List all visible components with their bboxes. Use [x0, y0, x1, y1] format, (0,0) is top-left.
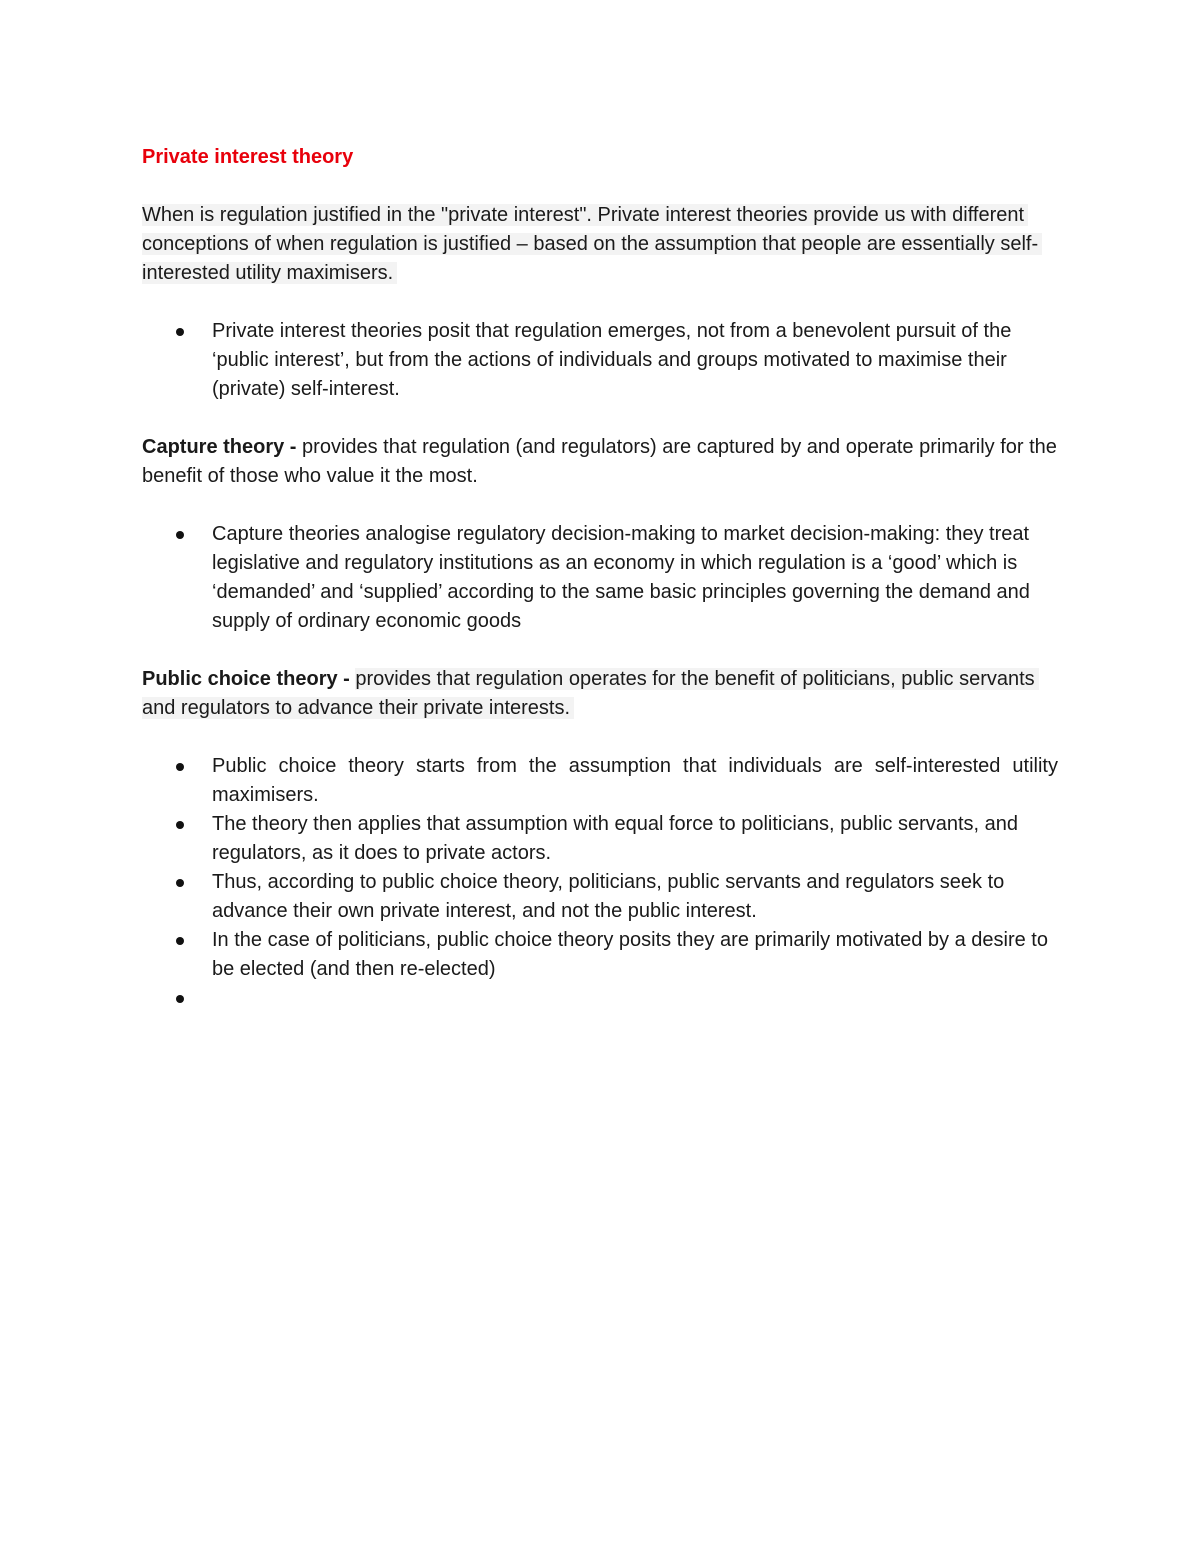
list-item	[142, 810, 1058, 868]
bullet-icon	[176, 328, 184, 336]
bullet-icon	[176, 879, 184, 887]
capture-theory-term: Capture theory -	[142, 436, 303, 458]
public-choice-theory-definition: provides that regulation operates for the benefit of politicians, public servants and regulators to advance their private interests.	[142, 668, 1039, 719]
intro-paragraph	[142, 201, 1058, 288]
bullet-icon	[176, 763, 184, 771]
public-choice-theory-paragraph	[142, 665, 1058, 723]
list-item-empty	[142, 984, 1058, 1013]
list-item-text: Thus, according to public choice theory, politicians, public servants and regulators seek to advance their own private interest, and not the public interest.	[212, 871, 1005, 922]
document-body	[142, 143, 1058, 1042]
list-item-text: In the case of politicians, public choice theory posits they are primarily motivated by a desire to be elected (and then re-elected)	[212, 929, 1048, 980]
capture-theory-definition: provides that regulation (and regulators) are captured by and operate primarily for the benefit of those who value it the most.	[142, 436, 1057, 487]
capture-theory-bullet-list	[142, 520, 1058, 636]
list-item	[142, 520, 1058, 636]
private-interest-bullet-list	[142, 317, 1058, 404]
section-heading: Private interest theory	[142, 146, 354, 168]
capture-theory-paragraph	[142, 433, 1058, 491]
list-item-text	[212, 984, 1058, 1013]
public-choice-bullet-list	[142, 752, 1058, 1013]
list-item	[142, 317, 1058, 404]
list-item	[142, 868, 1058, 926]
list-item-text: Public choice theory starts from the assumption that individuals are self-interested utility maximisers.	[212, 755, 1058, 806]
bullet-icon	[176, 937, 184, 945]
intro-text: When is regulation justified in the "private interest". Private interest theories provide us with different conceptions of when regulation is justified – based on the assumption that people are essentially self-interested utility maximisers.	[142, 204, 1042, 284]
list-item-text: Private interest theories posit that regulation emerges, not from a benevolent pursuit of the ‘public interest’, but from the actions of individuals and groups motivated to maximise their (private) self-interest.	[212, 320, 1012, 400]
bullet-icon	[176, 995, 184, 1003]
list-item-text: The theory then applies that assumption with equal force to politicians, public servants, and regulators, as it does to private actors.	[212, 813, 1019, 864]
bullet-icon	[176, 821, 184, 829]
list-item-text: Capture theories analogise regulatory decision-making to market decision-making: they treat legislative and regulatory institutions as an economy in which regulation is a ‘good’ which is ‘demanded’ and ‘supplied’ according to the same basic principles governing the demand and supply of ordinary economic goods	[212, 523, 1030, 632]
public-choice-theory-term: Public choice theory -	[142, 668, 356, 690]
list-item	[142, 752, 1058, 810]
list-item	[142, 926, 1058, 984]
bullet-icon	[176, 531, 184, 539]
